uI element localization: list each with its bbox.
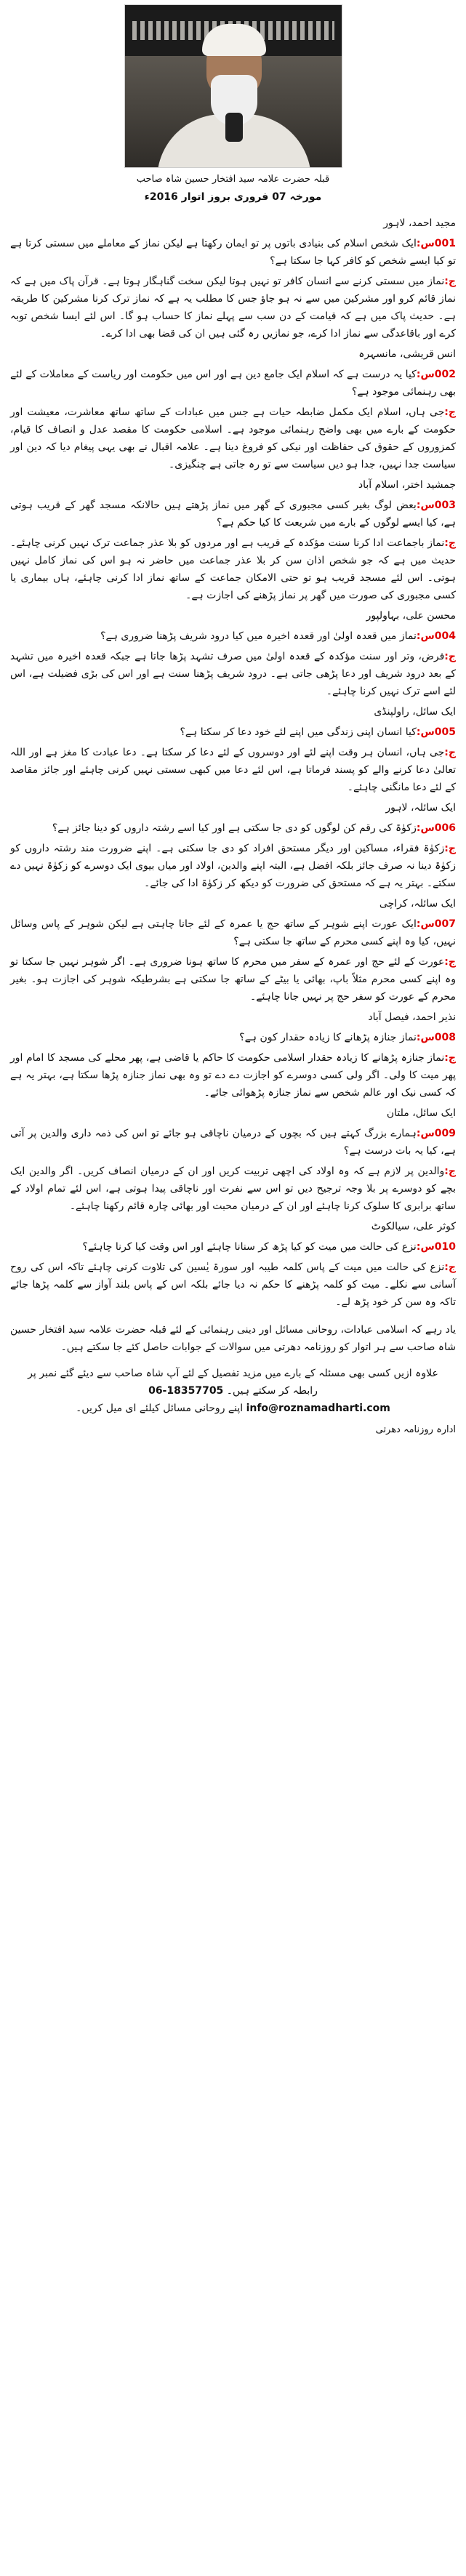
footer-email-text: اپنے روحانی مسائل کیلئے ای میل کریں۔ <box>76 1403 244 1414</box>
question-number: 007 <box>434 918 456 930</box>
question-text: کیا انسان اپنی زندگی میں اپنے لئے خود دعا کر سکتا ہے؟ <box>180 726 417 738</box>
answer-marker: ج: <box>444 956 456 968</box>
answer-line <box>10 648 456 700</box>
question-text: نماز جنازہ پڑھانے کا زیادہ حقدار کون ہے؟ <box>239 1032 417 1043</box>
answer-line <box>10 534 456 604</box>
question-line <box>10 627 456 645</box>
answer-marker: ج: <box>444 406 456 418</box>
question-number: 010 <box>434 1241 456 1253</box>
question-marker: س: <box>416 726 435 738</box>
answer-line <box>10 404 456 473</box>
question-number: 004 <box>434 630 456 642</box>
question-text: نزع کی حالت میں میت کو کیا پڑھ کر سنانا چاہئے اور اس وقت کیا کرنا چاہئے؟ <box>82 1241 417 1253</box>
page <box>0 4 466 1450</box>
question-line <box>10 915 456 950</box>
answer-line <box>10 1163 456 1215</box>
qa-item <box>10 1008 456 1102</box>
question-line <box>10 1125 456 1160</box>
question-text: ہمارے بزرگ کہتے ہیں کہ بچوں کے درمیان ناچاقی ہو جائے تو اس کی ذمہ داری والدین پر آتی ہے، کیا یہ بات درست ہے؟ <box>10 1128 456 1157</box>
question-text: کیا یہ درست ہے کہ اسلام ایک جامع دین ہے اور اس میں حکومت اور ریاست کے معاملات کے لئے بھی رہنمائی موجود ہے؟ <box>10 369 456 398</box>
photo-caption: قبلہ حضرت علامہ سید افتخار حسین شاہ صاحب <box>136 174 330 185</box>
answer-line <box>10 1259 456 1311</box>
contact-phone[interactable]: 06-18357705 <box>148 1385 224 1397</box>
question-line <box>10 819 456 837</box>
answer-text: والدین پر لازم ہے کہ وہ اولاد کی اچھی تربیت کریں اور ان کے درمیان انصاف کریں۔ اگر والدین ایک بچے کو دوسرے پر بلا وجہ ترجیح دیں تو اس سے نفرت اور ناچاقی پیدا ہوتی ہے، اس لئے تمام اولاد کے ساتھ برابری کا سلوک کرنا چاہئے اور ان کے درمیان محبت اور بھائی چارہ قائم رکھنا چاہئے۔ <box>10 1165 456 1212</box>
question-marker: س: <box>416 369 435 380</box>
asker-line: مجید احمد، لاہور <box>383 217 456 229</box>
question-line <box>10 497 456 531</box>
question-number: 009 <box>434 1128 456 1139</box>
footer-line-3 <box>10 1400 456 1417</box>
speaker-photo <box>124 4 342 168</box>
qa-item <box>10 607 456 700</box>
question-number: 003 <box>434 499 456 511</box>
answer-line <box>10 273 456 342</box>
qa-item <box>10 476 456 604</box>
answer-line <box>10 840 456 892</box>
microphone <box>225 113 243 142</box>
answer-marker: ج: <box>444 1261 456 1273</box>
answer-text: فرض، وتر اور سنت مؤکدہ کے قعدہ اولیٰ میں صرف تشہد پڑھا جاتا ہے جبکہ قعدہ اخیرہ میں تشہد کے بعد درود شریف اور دعا پڑھی جاتی ہے۔ درود شریف پڑھنا سنت ہے اور اس کی بڑی فضیلت ہے، اس لئے اسے ترک نہیں کرنا چاہئے۔ <box>10 651 456 697</box>
publisher-signature: ادارہ روزنامہ دھرتی <box>375 1424 456 1435</box>
answer-text: جی ہاں، اسلام ایک مکمل ضابطہ حیات ہے جس میں عبادات کے ساتھ ساتھ معاشرت، معیشت اور حکومت کے بارے میں بھی واضح رہنمائی موجود ہے۔ اسلامی حکومت کا مقصد عدل و انصاف کا قیام، کمزوروں کے حقوق کی حفاظت اور نیکی کو فروغ دینا ہے۔ علامہ اقبال نے بھی یہی پیغام دیا کہ دین اور سیاست جدا نہیں، جدا ہو دیں سیاست سے تو رہ جاتی ہے چنگیزی۔ <box>10 406 456 470</box>
question-line <box>10 723 456 741</box>
answer-line <box>10 744 456 796</box>
question-marker: س: <box>416 822 435 834</box>
asker-line: ایک سائل، ملتان <box>386 1107 456 1119</box>
contact-email[interactable]: info@roznamadharti.com <box>246 1403 390 1414</box>
question-number: 006 <box>434 822 456 834</box>
asker-line: ایک سائلہ، لاہور <box>385 802 456 814</box>
qa-item <box>10 895 456 1006</box>
question-marker: س: <box>416 499 435 511</box>
answer-text: جی ہاں، انسان ہر وقت اپنے لئے اور دوسروں کے لئے دعا کر سکتا ہے۔ دعا عبادت کا مغز ہے اور اللہ تعالیٰ دعا کرنے والے کو پسند فرماتا ہے، اس لئے دعا میں کبھی سستی نہیں کرنی چاہئے اور جائز مقاصد کے لئے دعا مانگنی چاہئے۔ <box>10 747 456 793</box>
qa-item <box>10 1218 456 1311</box>
qa-section <box>10 214 456 1311</box>
question-text: بعض لوگ بغیر کسی مجبوری کے گھر میں نماز پڑھتے ہیں حالانکہ مسجد گھر کے قریب ہوتی ہے، کیا ایسے لوگوں کے بارے میں شریعت کا کیا حکم ہے؟ <box>10 499 456 529</box>
closing-note <box>10 1321 456 1356</box>
qa-item <box>10 799 456 892</box>
answer-text: عورت کے لئے حج اور عمرہ کے سفر میں محرم کا ساتھ ہونا ضروری ہے۔ اگر شوہر نہیں جا سکتا تو وہ اپنے کسی محرم مثلاً باپ، بھائی یا بیٹے کے ساتھ جا سکتی ہے بشرطیکہ شوہر کی اجازت ہو۔ بغیر محرم کے عورت کو سفر حج پر نہیں جانا چاہئے۔ <box>10 956 456 1003</box>
qa-item <box>10 214 456 342</box>
question-text: ایک عورت اپنے شوہر کے ساتھ حج یا عمرہ کے لئے جانا چاہتی ہے لیکن شوہر کے پاس وسائل نہیں، کیا وہ اپنے کسی محرم کے ساتھ جا سکتی ہے؟ <box>10 918 456 947</box>
footer-line-2-text: رابطہ کر سکتے ہیں۔ <box>226 1385 318 1397</box>
question-text: ایک شخص اسلام کی بنیادی باتوں پر تو ایمان رکھتا ہے لیکن نماز کے معاملے میں سستی کرتا ہے تو کیا ایسے شخص کو کافر کہا جا سکتا ہے؟ <box>10 238 456 267</box>
answer-line <box>10 953 456 1006</box>
question-line <box>10 366 456 401</box>
asker-line: نذیر احمد، فیصل آباد <box>368 1011 456 1023</box>
qa-item <box>10 345 456 473</box>
asker-line: جمشید اختر، اسلام آباد <box>358 479 456 491</box>
question-number: 005 <box>434 726 456 738</box>
footer-line-1: علاوہ ازیں کسی بھی مسئلہ کے بارے میں مزید تفصیل کے لئے آپ شاہ صاحب سے دیئے گئے نمبر پر <box>28 1368 438 1379</box>
question-line <box>10 1238 456 1256</box>
answer-marker: ج: <box>444 1052 456 1064</box>
dateline: مورخہ 07 فروری بروز اتوار 2016ء <box>144 191 322 203</box>
asker-line: ایک سائل، راولپنڈی <box>374 706 456 718</box>
question-number: 002 <box>434 369 456 380</box>
asker-line: انس قریشی، مانسہرہ <box>358 348 456 360</box>
answer-marker: ج: <box>444 747 456 758</box>
question-marker: س: <box>416 238 435 249</box>
question-number: 001 <box>434 238 456 249</box>
question-text: نماز میں قعدہ اولیٰ اور قعدہ اخیرہ میں کیا درود شریف پڑھنا ضروری ہے؟ <box>100 630 417 642</box>
question-marker: س: <box>416 1128 435 1139</box>
question-text: زکوٰۃ کی رقم کن لوگوں کو دی جا سکتی ہے اور کیا اسے رشتہ داروں کو دینا جائز ہے؟ <box>52 822 417 834</box>
answer-text: زکوٰۃ فقراء، مساکین اور دیگر مستحق افراد کو دی جا سکتی ہے۔ اپنے ضرورت مند رشتہ داروں کو زکوٰۃ دینا نہ صرف جائز بلکہ افضل ہے، البتہ اپنے والدین، اولاد اور میاں بیوی ایک دوسرے کو زکوٰۃ نہیں دے سکتے۔ بہتر یہ ہے کہ مستحق کی ضرورت کو دیکھ کر زکوٰۃ ادا کی جائے۔ <box>10 843 456 889</box>
question-marker: س: <box>416 918 435 930</box>
question-line <box>10 235 456 270</box>
answer-text: نماز میں سستی کرنے سے انسان کافر تو نہیں ہوتا لیکن سخت گناہگار ہوتا ہے۔ قرآن پاک میں ہے کہ نماز قائم کرو اور مشرکین میں سے نہ ہو جاؤ جس کا مطلب یہ ہے کہ نماز ترک کرنا مشرکین کا طریقہ ہے۔ حدیث پاک میں ہے کہ قیامت کے دن سب سے پہلے نماز کا حساب ہو گا۔ اس لئے ایسا شخص توبہ کرے اور باقاعدگی سے نماز ادا کرے، جو نمازیں رہ گئی ہیں ان کی قضا بھی ادا کرے۔ <box>10 276 456 340</box>
answer-text: نزع کی حالت میں میت کے پاس کلمہ طیبہ اور سورۃ یٰسین کی تلاوت کرنی چاہئے تاکہ اس کی روح آسانی سے نکلے۔ میت کو کلمہ پڑھنے کا حکم نہ دیا جائے بلکہ اس کے پاس بلند آواز سے کلمہ پڑھا جائے تاکہ وہ سن کر خود پڑھ لے۔ <box>10 1261 456 1308</box>
answer-marker: ج: <box>444 276 456 287</box>
answer-marker: ج: <box>444 1165 456 1177</box>
answer-marker: ج: <box>444 843 456 854</box>
answer-marker: ج: <box>444 651 456 662</box>
asker-line: کوثر علی، سیالکوٹ <box>371 1221 456 1232</box>
answer-marker: ج: <box>444 537 456 549</box>
answer-text: نماز جنازہ پڑھانے کا زیادہ حقدار اسلامی حکومت کا حاکم یا قاضی ہے، پھر محلے کی مسجد کا امام اور پھر میت کا ولی۔ اگر ولی کسی دوسرے کو اجازت دے دے تو وہ بھی نماز جنازہ پڑھا سکتا ہے، بہتر یہ ہے کہ کسی نیک اور عالم شخص سے نماز جنازہ پڑھوائی جائے۔ <box>10 1052 456 1099</box>
question-marker: س: <box>416 1032 435 1043</box>
question-marker: س: <box>416 630 435 642</box>
question-line <box>10 1029 456 1046</box>
asker-line: ایک سائلہ، کراچی <box>379 898 456 910</box>
closing-text: یاد رہے کہ اسلامی عبادات، روحانی مسائل اور دینی رہنمائی کے لئے قبلہ حضرت علامہ سید افتخار حسین شاہ صاحب سے ہر اتوار کو روزنامہ دھرتی میں سوالات کے جوابات حاصل کئے جا سکتے ہیں۔ <box>10 1324 456 1353</box>
footer-line-2 <box>10 1382 456 1400</box>
qa-item <box>10 1104 456 1215</box>
question-number: 008 <box>434 1032 456 1043</box>
contact-footer <box>10 1365 456 1417</box>
asker-line: محسن علی، بہاولپور <box>366 610 456 622</box>
answer-text: نماز باجماعت ادا کرنا سنت مؤکدہ کے قریب ہے اور مردوں کو بلا عذر جماعت ترک نہیں کرنی چاہئے۔ حدیث میں ہے کہ جو شخص اذان سن کر بلا عذر جماعت میں حاضر نہ ہو اس کی نماز کامل نہیں ہوتی۔ اس لئے مسجد قریب ہو تو حتی الامکان جماعت کے ساتھ نماز ادا کرنی چاہئے، ہاں بیماری یا کسی مجبوری کی صورت میں گھر پر نماز پڑھنے کی اجازت ہے۔ <box>10 537 456 601</box>
question-marker: س: <box>416 1241 435 1253</box>
qa-item <box>10 703 456 796</box>
answer-line <box>10 1049 456 1102</box>
